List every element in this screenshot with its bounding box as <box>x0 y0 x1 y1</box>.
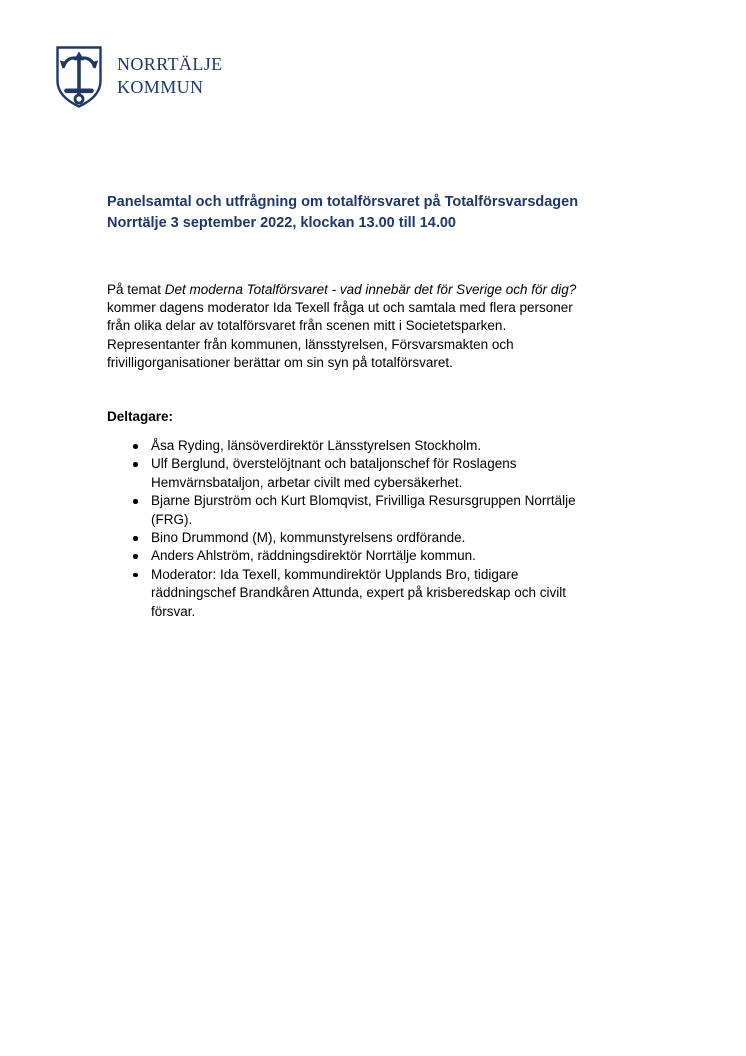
participants-list <box>107 437 583 621</box>
participant-list-item: Moderator: Ida Texell, kommundirektör Upplands Bro, tidigare räddningschef Brandkåren Attunda, expert på krisberedskap och civilt försvar. <box>151 566 583 621</box>
participants-heading: Deltagare: <box>107 409 174 424</box>
participant-list-item: Bjarne Bjurström och Kurt Blomqvist, Frivilliga Resursgruppen Norrtälje (FRG). <box>151 492 583 529</box>
shield-anchor-icon <box>55 45 103 109</box>
participant-list-item: Bino Drummond (M), kommunstyrelsens ordförande. <box>151 529 583 547</box>
norrtalje-kommun-logo <box>55 45 223 109</box>
intro-paragraph <box>107 281 599 373</box>
logo-wordmark <box>117 53 223 98</box>
participant-list-item: Ulf Berglund, överstelöjtnant och bataljonschef för Roslagens Hemvärnsbataljon, arbetar civilt med cybersäkerhet. <box>151 455 583 492</box>
logo-wordmark-line2: KOMMUN <box>117 76 204 97</box>
document-title-line2: Norrtälje 3 september 2022, klockan 13.00 till 14.00 <box>107 215 456 231</box>
intro-text-segment: Det moderna Totalförsvaret - vad innebär det för Sverige och för dig? <box>164 281 577 297</box>
participant-list-item: Anders Ahlström, räddningsdirektör Norrtälje kommun. <box>151 547 583 565</box>
participant-list-item: Åsa Ryding, länsöverdirektör Länsstyrelsen Stockholm. <box>151 437 583 455</box>
intro-text-segment: På temat <box>107 281 165 297</box>
document-title-line1: Panelsamtal och utfrågning om totalförsvaret på Totalförsvarsdagen <box>107 194 579 210</box>
intro-text-segment: kommer dagens moderator Ida Texell fråga ut och samtala med flera personer från olika delar av totalförsvaret från scenen mitt i Societetsparken. Representanter från kommunen, länsstyrelsen, Försvarsmakten och frivilligorganisationer berättar om sin syn på totalförsvaret. <box>107 299 573 371</box>
logo-wordmark-line1: NORRTÄLJE <box>117 54 223 74</box>
document-title <box>107 192 578 234</box>
